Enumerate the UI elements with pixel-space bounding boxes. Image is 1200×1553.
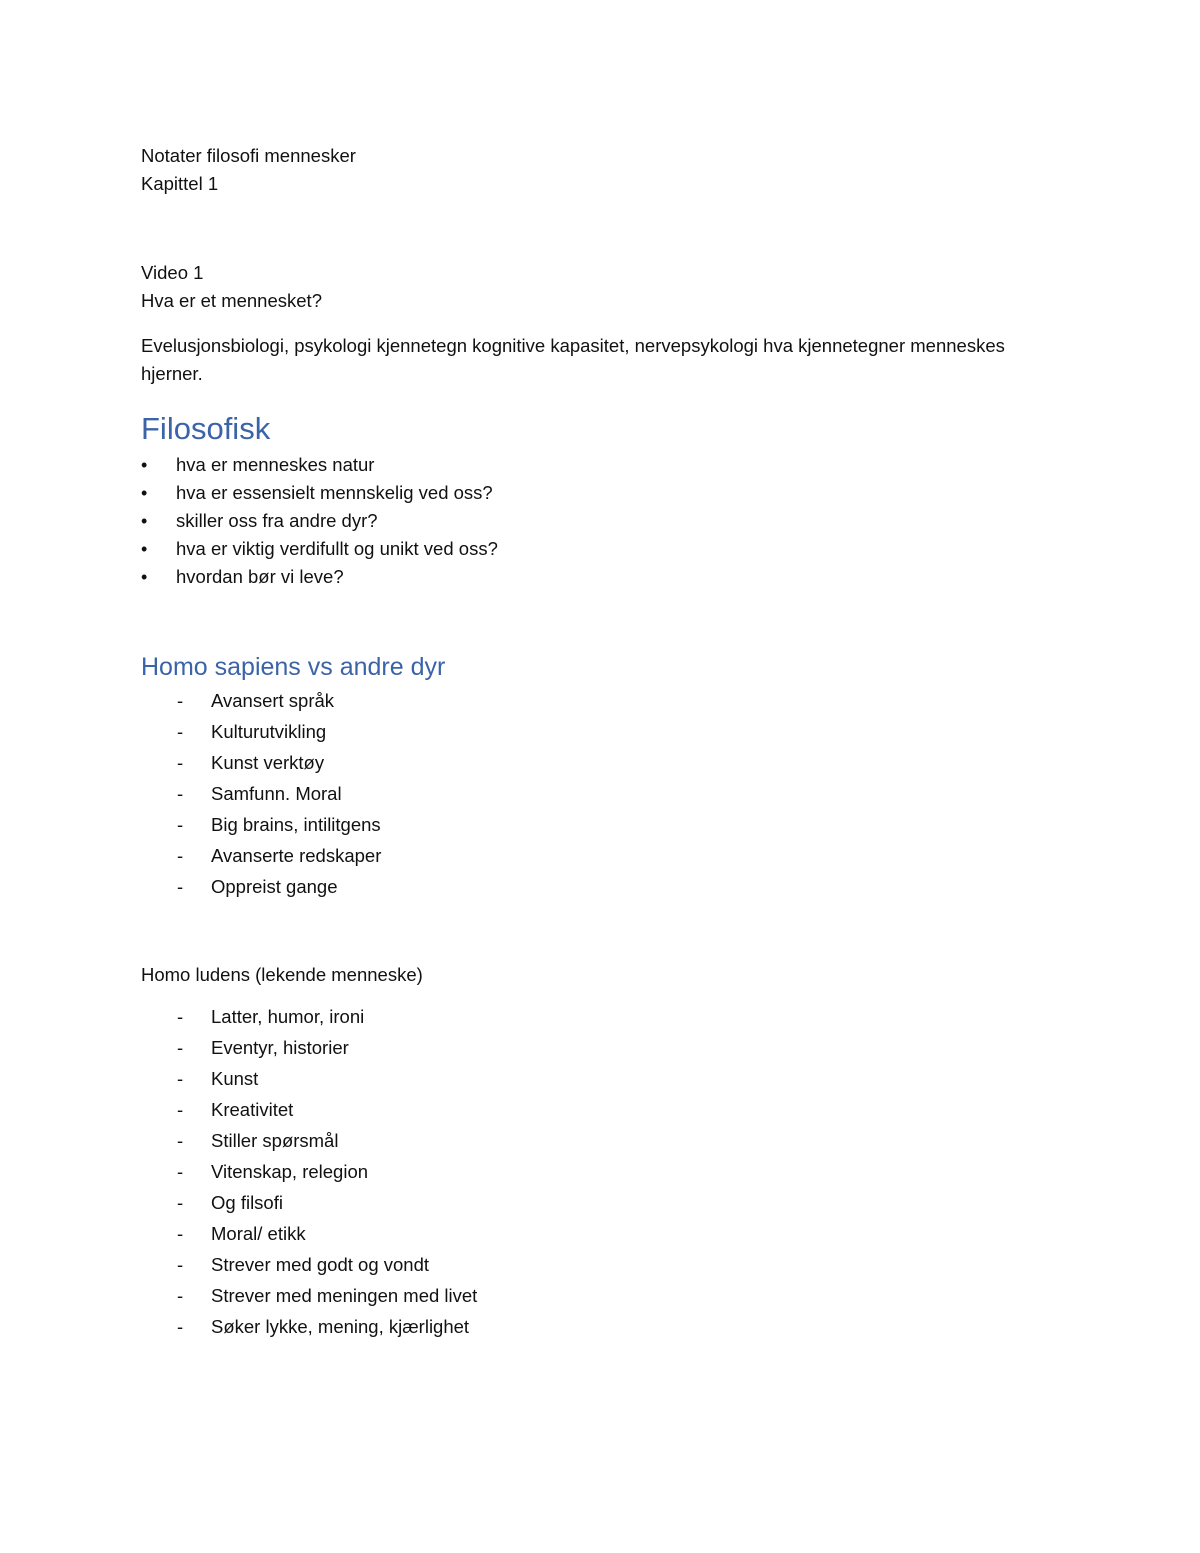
homo-ludens-list — [141, 1001, 477, 1342]
dash-icon: - — [177, 814, 184, 835]
video-question: Hva er et mennesket? — [141, 290, 322, 311]
list-item — [141, 1156, 477, 1187]
list-item-text: Og filsofi — [211, 1192, 283, 1213]
bullet-icon: • — [141, 455, 148, 475]
dash-icon: - — [177, 1285, 184, 1306]
list-item-text: Big brains, intilitgens — [211, 814, 381, 835]
list-item-text: hva er viktig verdifullt og unikt ved oss? — [176, 538, 498, 559]
list-item-text: Kreativitet — [211, 1099, 294, 1120]
list-item-text: Strever med meningen med livet — [211, 1285, 478, 1306]
list-item-text: Søker lykke, mening, kjærlighet — [211, 1316, 470, 1337]
homo-ludens-heading: Homo ludens (lekende menneske) — [141, 964, 423, 985]
bullet-icon: • — [141, 511, 148, 531]
list-item — [141, 1032, 477, 1063]
dash-icon: - — [177, 876, 184, 897]
dash-icon: - — [177, 690, 184, 711]
list-item-text: hva er menneskes natur — [176, 454, 375, 475]
heading-homo-sapiens: Homo sapiens vs andre dyr — [141, 653, 446, 681]
list-item — [141, 685, 381, 716]
dash-icon: - — [177, 1161, 184, 1182]
video-label: Video 1 — [141, 262, 204, 283]
homo-sapiens-list — [141, 685, 381, 902]
list-item-text: Eventyr, historier — [211, 1037, 349, 1058]
dash-icon: - — [177, 1223, 184, 1244]
list-item — [141, 1218, 477, 1249]
list-item — [141, 1187, 477, 1218]
list-item-text: Moral/ etikk — [211, 1223, 306, 1244]
list-item — [141, 1280, 477, 1311]
list-item — [141, 1249, 477, 1280]
list-item-text: Samfunn. Moral — [211, 783, 342, 804]
list-item-text: Latter, humor, ironi — [211, 1006, 365, 1027]
intro-paragraph: Evelusjonsbiologi, psykologi kjennetegn kognitive kapasitet, nervepsykologi hva kjennetegner menneskes hjerner. — [141, 335, 1005, 384]
list-item — [141, 479, 498, 507]
list-item — [141, 1125, 477, 1156]
bullet-icon: • — [141, 483, 148, 503]
dash-icon: - — [177, 845, 184, 866]
list-item-text: Kunst — [211, 1068, 259, 1089]
list-item-text: Strever med godt og vondt — [211, 1254, 430, 1275]
list-item-text: Avanserte redskaper — [211, 845, 382, 866]
chapter-label: Kapittel 1 — [141, 173, 219, 194]
bullet-icon: • — [141, 539, 148, 559]
document-title: Notater filosofi mennesker — [141, 145, 356, 166]
dash-icon: - — [177, 721, 184, 742]
dash-icon: - — [177, 1316, 184, 1337]
list-item — [141, 563, 498, 591]
list-item-text: Kulturutvikling — [211, 721, 327, 742]
list-item — [141, 871, 381, 902]
list-item — [141, 747, 381, 778]
list-item — [141, 840, 381, 871]
list-item-text: hvordan bør vi leve? — [176, 566, 344, 587]
list-item-text: Stiller spørsmål — [211, 1130, 339, 1151]
dash-icon: - — [177, 1254, 184, 1275]
list-item-text: Vitenskap, relegion — [211, 1161, 369, 1182]
list-item — [141, 1001, 477, 1032]
list-item — [141, 507, 498, 535]
dash-icon: - — [177, 1037, 184, 1058]
dash-icon: - — [177, 1006, 184, 1027]
bullet-icon: • — [141, 567, 148, 587]
list-item — [141, 716, 381, 747]
list-item-text: Oppreist gange — [211, 876, 338, 897]
list-item — [141, 1311, 477, 1342]
list-item-text: Kunst verktøy — [211, 752, 325, 773]
list-item — [141, 809, 381, 840]
dash-icon: - — [177, 1099, 184, 1120]
heading-filosofisk: Filosofisk — [141, 411, 271, 446]
dash-icon: - — [177, 783, 184, 804]
list-item — [141, 535, 498, 563]
list-item — [141, 451, 498, 479]
dash-icon: - — [177, 752, 184, 773]
dash-icon: - — [177, 1068, 184, 1089]
list-item — [141, 1094, 477, 1125]
list-item-text: Avansert språk — [211, 690, 335, 711]
list-item-text: hva er essensielt mennskelig ved oss? — [176, 482, 493, 503]
dash-icon: - — [177, 1192, 184, 1213]
list-item — [141, 778, 381, 809]
list-item-text: skiller oss fra andre dyr? — [176, 510, 378, 531]
dash-icon: - — [177, 1130, 184, 1151]
filosofisk-list — [141, 451, 498, 591]
list-item — [141, 1063, 477, 1094]
